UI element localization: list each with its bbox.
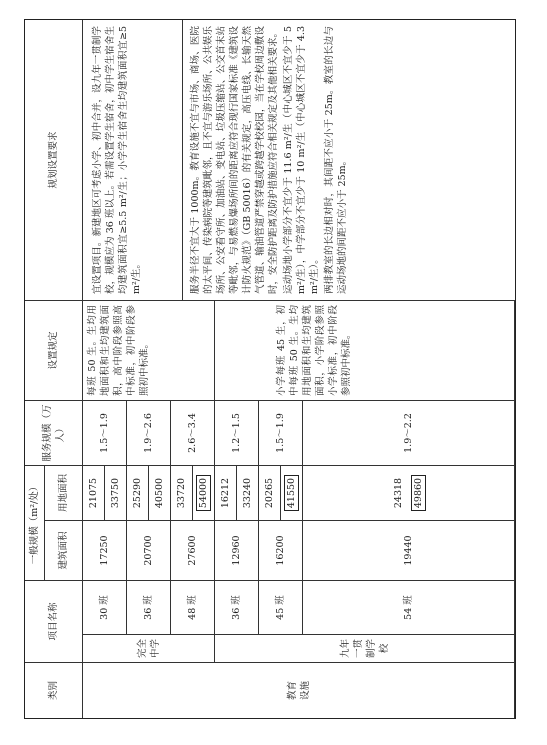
cms-row3-classes: 48 班 [171, 580, 215, 634]
nys-row1-service: 1.2～1.5 [215, 400, 259, 465]
cms-row2-classes: 36 班 [127, 580, 171, 634]
cms-row3-service: 2.6～3.4 [171, 400, 215, 465]
nys-row3-service: 1.9～2.2 [303, 400, 515, 465]
header-building-area: 建筑面积 [45, 520, 83, 580]
cms-row1-building: 17250 [83, 520, 127, 580]
header-category: 类别 [25, 662, 83, 718]
nys-row2-building: 16200 [259, 520, 303, 580]
header-project-name: 项目名称 [25, 580, 83, 662]
requirements-body [183, 20, 515, 300]
nys-row3-land [303, 465, 515, 520]
header-planning-requirements: 规划设置要求 [25, 20, 83, 300]
nys-row2-land-a: 20265 [259, 465, 281, 520]
header-general-scale: 一般规模（m²/处） [25, 465, 45, 580]
nys-row1-land-a: 16212 [215, 465, 237, 520]
cms-row2-land-b: 40500 [149, 465, 171, 520]
cms-row2-land-a: 25290 [127, 465, 149, 520]
nys-row2-land-b: 41550 [281, 465, 303, 520]
cms-row3-land-a: 33720 [171, 465, 193, 520]
category-label: 教育设施 [286, 681, 311, 701]
nys-row1-classes: 36 班 [215, 580, 259, 634]
nys-row1-land-b: 33240 [237, 465, 259, 520]
nys-row3-land-b: 49860 [411, 475, 426, 511]
nys-row2-service: 1.5～1.9 [259, 400, 303, 465]
nys-setting-rule: 小学每班 45 生，初中每班 50 生。生均用地面积和生均建筑面积，小学阶段参照小学标准，初中阶段参照初中标准。 [215, 300, 515, 400]
requirements-d: 两排教室的长边相对时，其间距不应小于 25m。教室的长边与运动场地的间距不应小于 25m。 [324, 26, 348, 294]
cms-row2-building: 20700 [127, 520, 171, 580]
cms-row1-land-b: 33750 [105, 465, 127, 520]
cms-setting-rule: 每班 50 生。生均用地面积和生均建筑面积，高中阶段参照高中标准，初中阶段参照初中标准。 [83, 300, 215, 400]
planning-table [24, 19, 516, 719]
category-cell [83, 662, 515, 718]
nys-row3-classes: 54 班 [303, 580, 515, 634]
cms-row1-land-a: 21075 [83, 465, 105, 520]
header-land-area: 用地面积 [45, 465, 83, 520]
header-service-scale: 服务规模（万人） [25, 400, 83, 465]
nys-row3-building: 19440 [303, 520, 515, 580]
cms-row3-land-b: 54000 [193, 465, 215, 520]
requirements-b: 服务半径不宜大于 1000m。教育设施不宜与市场、商场、医院的太平间、传染病院等建筑毗邻，且不宜与游乐场所、公共娱乐场所、公安看守所、加油站、变电站、垃圾压缩站、公交首末站等毗邻，与易燃易爆场所间的距离应符合现行国家标准《建筑设计防火规范》（GB 50016）的有关规定，高压电线、长输天然气管道、输油管道严禁穿越或跨越学校校园，当在学校周边敷设时，安全防护距离及防护措施应符合相关规定及其他相关要求。 [190, 26, 279, 294]
nys-row2-classes: 45 班 [259, 580, 303, 634]
nys-row3-land-a: 24318 [392, 477, 404, 509]
cms-row1-classes: 30 班 [83, 580, 127, 634]
header-setting-rules: 设置规定 [25, 300, 83, 400]
cms-row3-building: 27600 [171, 520, 215, 580]
complete-middle-school-label: 完全中学 [83, 634, 215, 662]
cms-row1-service: 1.5～1.9 [83, 400, 127, 465]
requirements-a: 宜设置项目。新建地区可考虑小学、初中合并，设九年一贯制学校，规模应为 36 班以上。若需设置学生宿舍，初中学生宿舍生均建筑面积宜≥5.5 m²/生；小学学生宿舍生均建筑面积宜≥5 m²/生。 [83, 20, 183, 300]
nine-year-school-label: 九年一贯制学校 [215, 634, 515, 662]
nys-row1-building: 12960 [215, 520, 259, 580]
requirements-c: 运动场地小学部分不宜少于 11.6 m²/生（中心城区不宜少于 5 m²/生），中学部分不宜少于 10 m²/生（中心城区不宜少于 4.3 m²/生）。 [283, 26, 320, 294]
cms-row2-service: 1.9～2.6 [127, 400, 171, 465]
